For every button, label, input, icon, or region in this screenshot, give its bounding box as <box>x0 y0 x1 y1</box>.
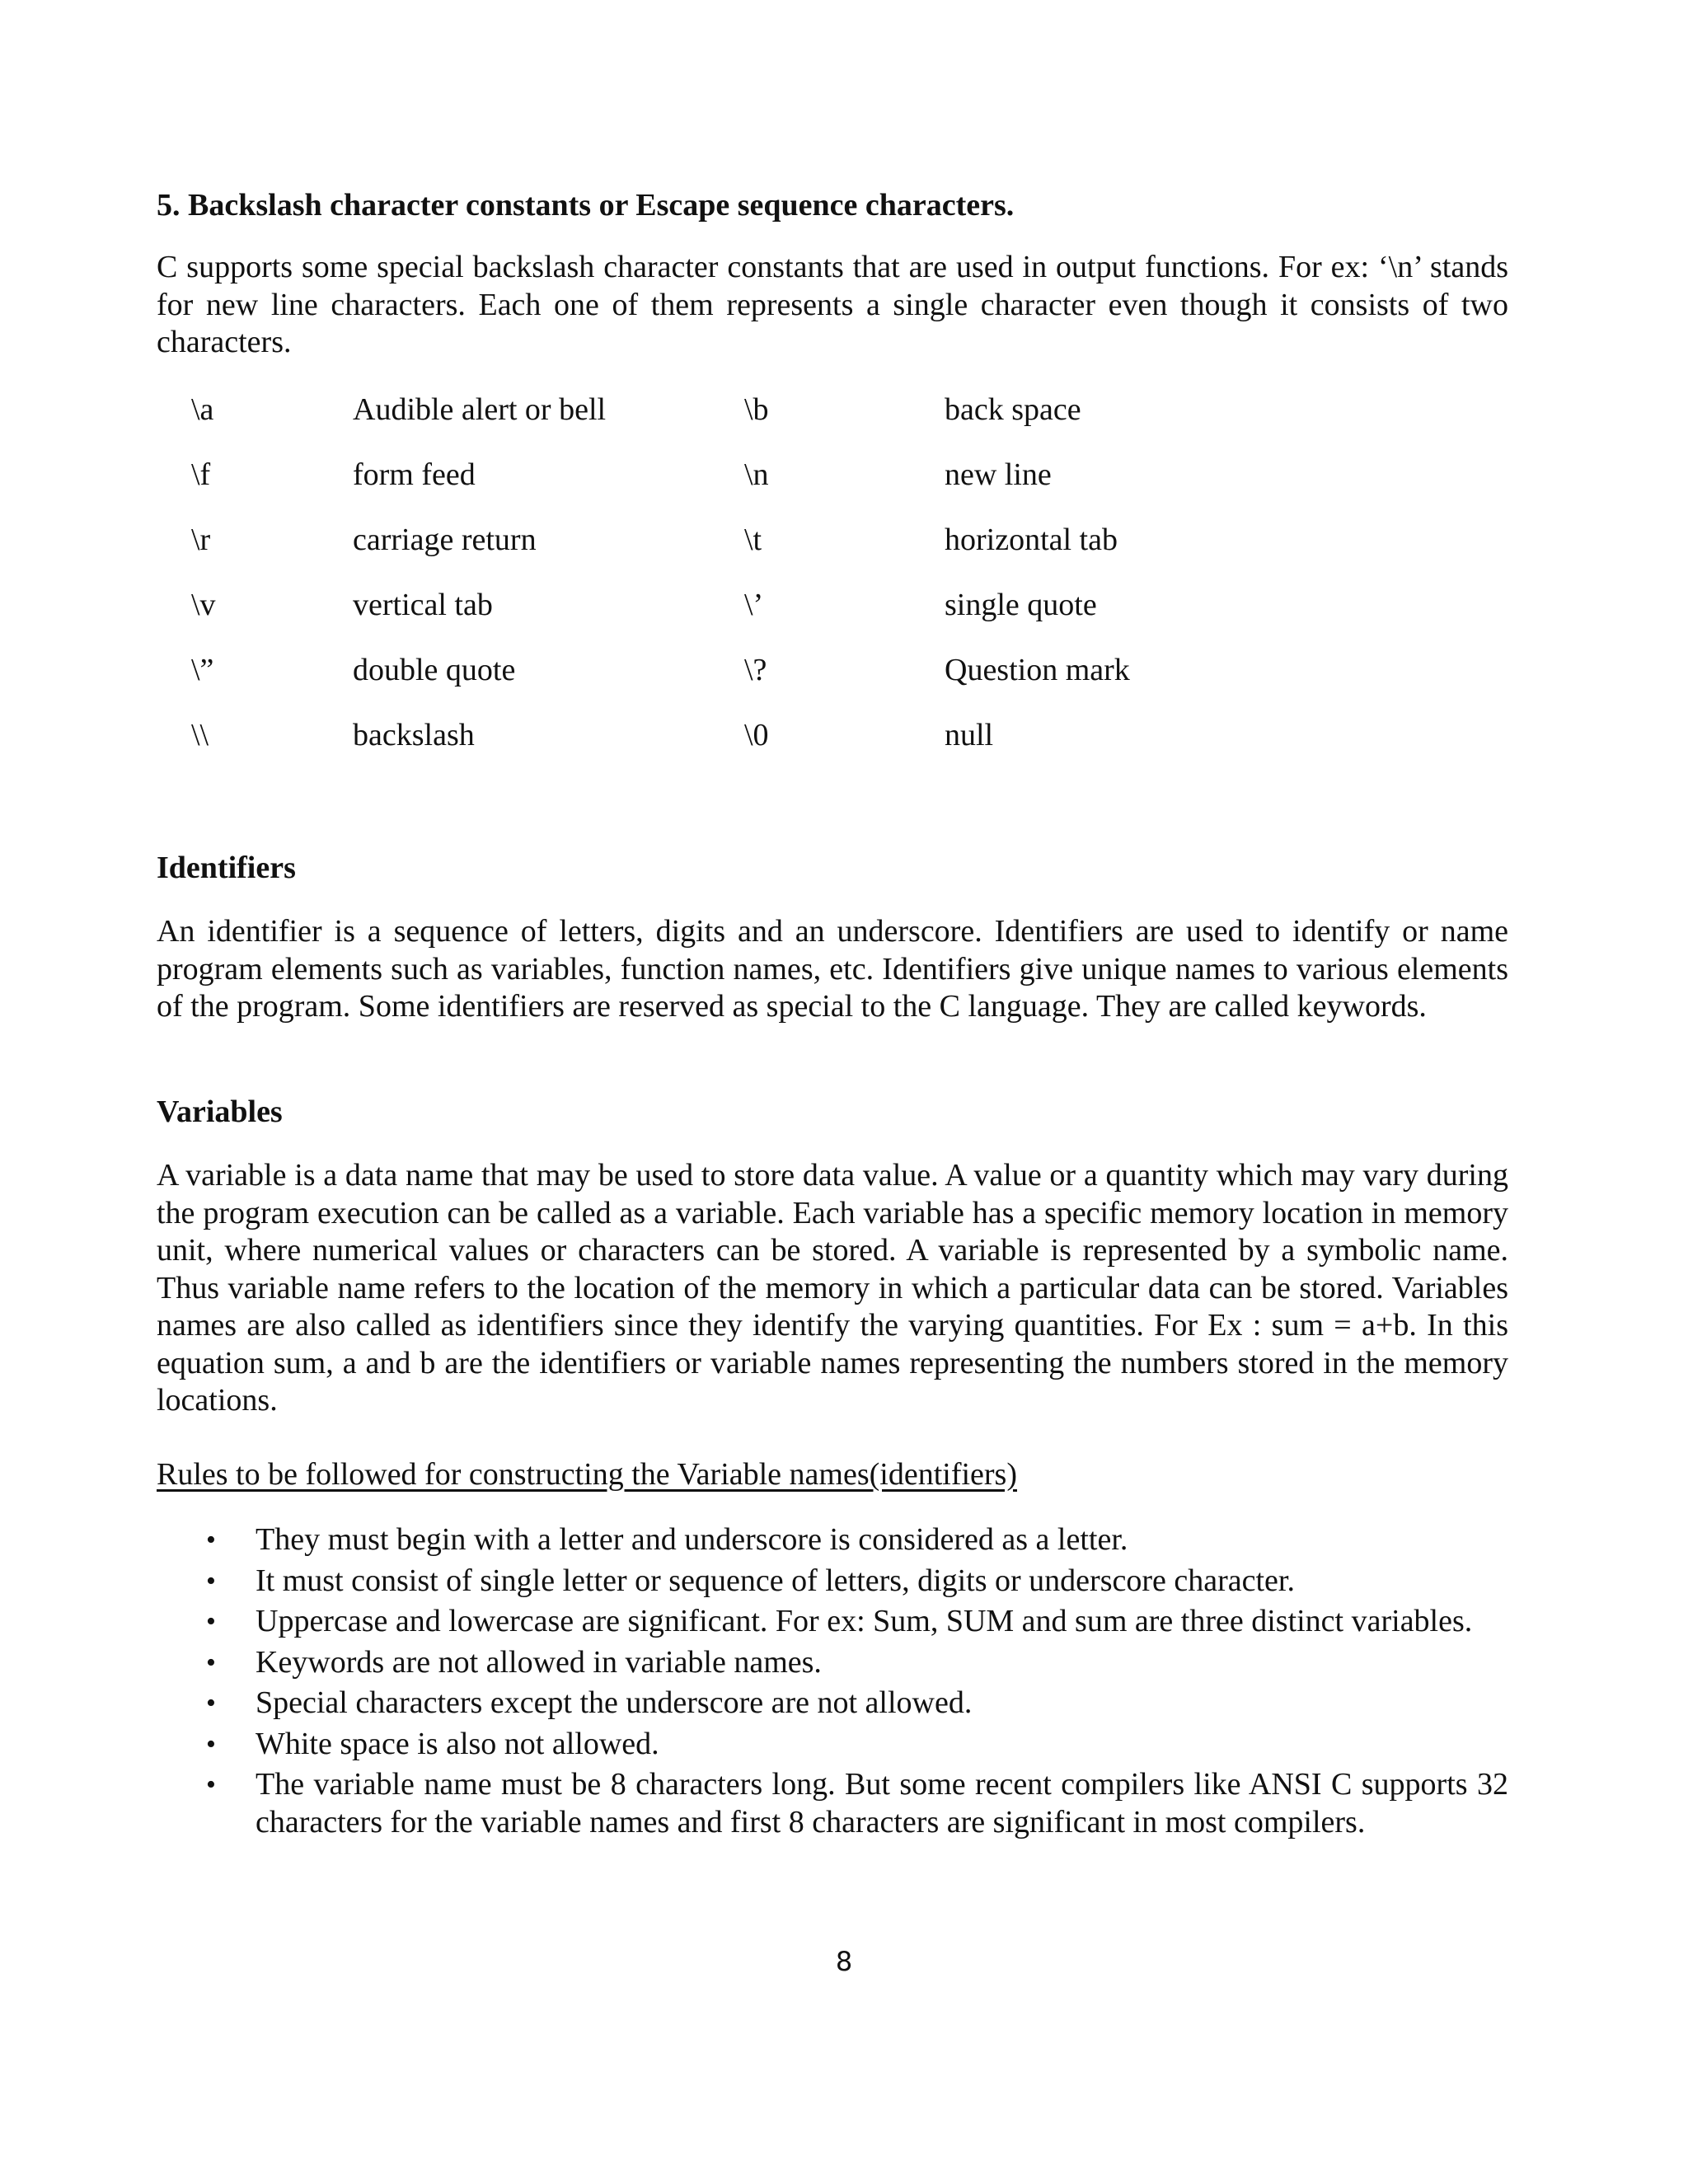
bullet-icon: • <box>206 1769 216 1800</box>
escape-code: \t <box>744 523 762 557</box>
escape-description: new line <box>945 457 1052 492</box>
escape-code: \r <box>191 523 211 557</box>
rules-list <box>0 1521 1688 1844</box>
rule-text: Uppercase and lowercase are significant. For ex: Sum, SUM and sum are three distinct variables. <box>256 1604 1473 1638</box>
escape-description: null <box>945 718 994 752</box>
escape-code: \n <box>744 457 769 492</box>
escape-code: \? <box>744 653 767 687</box>
rule-text: Special characters except the underscore are not allowed. <box>256 1685 973 1720</box>
escape-description: horizontal tab <box>945 523 1118 557</box>
escape-code: \v <box>191 588 216 622</box>
bullet-icon: • <box>206 1647 216 1678</box>
escape-description: double quote <box>353 653 516 687</box>
rule-text: The variable name must be 8 characters long. But some recent compilers like ANSI C supports 32 characters for the variable names and first 8 characters are significant in most compilers. <box>256 1767 1508 1840</box>
escape-code: \0 <box>744 718 769 752</box>
list-item <box>0 1685 1508 1722</box>
escape-code: \b <box>744 392 769 427</box>
list-item <box>0 1726 1508 1764</box>
escape-code: \” <box>191 653 214 687</box>
section-5-heading: 5. Backslash character constants or Escape sequence characters. <box>157 188 1015 223</box>
list-item <box>0 1603 1508 1641</box>
section-5-intro: C supports some special backslash character constants that are used in output functions. For ex: ‘\n’ stands for new line characters. Each one of them represents a single character even though it consists of two characters. <box>157 250 1508 359</box>
variables-heading: Variables <box>157 1094 283 1129</box>
escape-code: \f <box>191 457 211 492</box>
rule-text: They must begin with a letter and underscore is considered as a letter. <box>256 1522 1128 1557</box>
escape-description: vertical tab <box>353 588 493 622</box>
rule-text: It must consist of single letter or sequence of letters, digits or underscore character. <box>256 1563 1295 1598</box>
escape-code: \a <box>191 392 214 427</box>
escape-description: Question mark <box>945 653 1130 687</box>
escape-code: \’ <box>744 588 764 622</box>
identifiers-heading: Identifiers <box>157 851 296 885</box>
list-item <box>0 1563 1508 1601</box>
escape-description: back space <box>945 392 1081 427</box>
bullet-icon: • <box>206 1606 216 1637</box>
escape-code: \\ <box>191 718 209 752</box>
bullet-icon: • <box>206 1525 216 1555</box>
escape-description: Audible alert or bell <box>353 392 607 427</box>
page-number: 8 <box>835 1946 853 1977</box>
bullet-icon: • <box>206 1688 216 1718</box>
rules-title: Rules to be followed for constructing the Variable names(identifiers) <box>157 1457 1017 1492</box>
escape-description: single quote <box>945 588 1097 622</box>
rule-text: Keywords are not allowed in variable names. <box>256 1644 822 1680</box>
list-item <box>0 1644 1508 1682</box>
bullet-icon: • <box>206 1728 216 1760</box>
escape-description: carriage return <box>353 523 537 557</box>
identifiers-paragraph: An identifier is a sequence of letters, digits and an underscore. Identifiers are used to identify or name program elements such as variables, function names, etc. Identifiers give unique names to various elements of the program. Some identifiers are reserved as special to the C language. They are called keywords. <box>157 914 1508 1024</box>
list-item <box>0 1766 1508 1841</box>
variables-paragraph: A variable is a data name that may be used to store data value. A value or a quantity which may vary during the program execution can be called as a variable. Each variable has a specific memory location in memory unit, where numerical values or characters can be stored. A variable is represented by a symbolic name. Thus variable name refers to the location of the memory in which a particular data can be stored. Variables names are also called as identifiers since they identify the varying quantities. For Ex : sum = a+b. In this equation sum, a and b are the identifiers or variable names representing the numbers stored in the memory locations. <box>157 1158 1508 1418</box>
list-item <box>0 1521 1508 1559</box>
rule-text: White space is also not allowed. <box>256 1726 659 1761</box>
escape-description: form feed <box>353 457 476 492</box>
escape-description: backslash <box>353 718 475 752</box>
bullet-icon: • <box>206 1565 216 1596</box>
